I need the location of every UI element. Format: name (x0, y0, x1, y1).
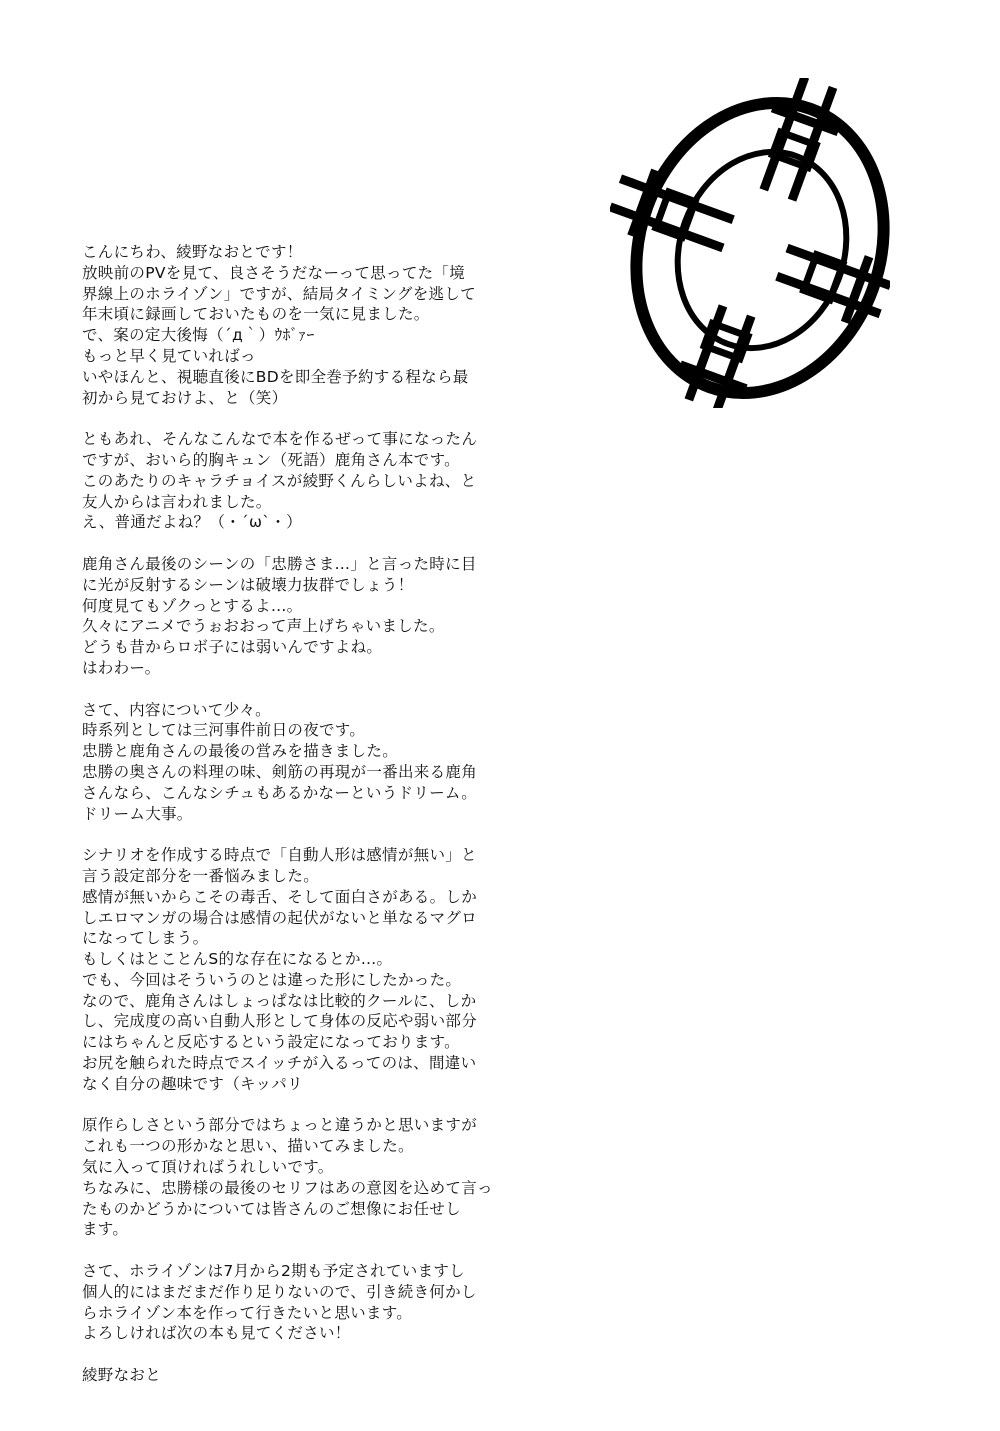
text-line: ちなみに、忠勝様の最後のセリフはあの意図を込めて言っ (82, 1178, 493, 1197)
text-line: になってしまう。 (82, 929, 209, 948)
paragraph-greeting (82, 242, 522, 408)
text-line: 界線上のホライゾン」ですが、結局タイミングを逃して (82, 284, 476, 303)
paragraph-book-origin (82, 429, 522, 533)
text-line: ます。 (82, 1220, 129, 1239)
text-line: こんにちわ、綾野なおとです！ (82, 243, 303, 261)
text-line: なので、鹿角さんはしょっぱなは比較的クールに、しか (82, 991, 477, 1010)
circle-cross-emblem-icon (610, 78, 890, 408)
text-line: 時系列としては三河事件前日の夜です。 (82, 721, 366, 740)
text-line: なく自分の趣味です（キッパリ (82, 1074, 303, 1093)
text-line: 気に入って頂ければうれしいです。 (82, 1158, 334, 1177)
text-line: 何度見てもゾクっとするよ…。 (82, 596, 303, 615)
author-signature: 綾野なおと (82, 1366, 162, 1385)
text-line: お尻を触られた時点でスイッチが入るってのは、間違い (82, 1054, 477, 1073)
text-line: もしくはとことんS的な存在になるとか…。 (82, 950, 393, 969)
paragraph-scenario (82, 845, 522, 1095)
text-line: 鹿角さん最後のシーンの「忠勝さま…」と言った時に目 (82, 554, 477, 573)
text-line: に光が反射するシーンは破壊力抜群でしょう！ (82, 575, 414, 594)
paragraph-content (82, 700, 522, 825)
text-line: はわわー。 (82, 658, 161, 677)
text-line: し、完成度の高い自動人形として身体の反応や弱い部分 (82, 1012, 478, 1031)
text-line: たものかどうかについては皆さんのご想像にお任せし (82, 1199, 461, 1218)
afterword-text (82, 242, 522, 1386)
text-line: このあたりのキャラチョイスが綾野くんらしいよね、と (82, 471, 477, 490)
text-line: シナリオを作成する時点で「自動人形は感情が無い」と (82, 846, 477, 865)
paragraph-closing (82, 1261, 522, 1344)
text-line: さて、内容について少々。 (82, 700, 271, 719)
text-line: 忠勝の奥さんの料理の味、剣筋の再現が一番出来る鹿角 (82, 762, 478, 781)
text-line: 感情が無いからこその毒舌、そして面白さがある。しか (82, 887, 478, 906)
text-line: どうも昔からロボ子には弱いんですよね。 (82, 638, 383, 657)
text-line: 原作らしさという部分ではちょっと違うかと思いますが (82, 1116, 478, 1135)
text-line: ドリーム大事。 (82, 804, 193, 823)
paragraph-last-scene (82, 554, 522, 679)
text-line: 久々にアニメでうぉおおって声上げちゃいました。 (82, 617, 445, 636)
text-line: もっと早く見ていればっ (82, 346, 256, 365)
text-line: 個人的にはまだまだ作り足りないので、引き続き何かし (82, 1282, 477, 1301)
text-line: これも一つの形かなと思い、描いてみました。 (82, 1137, 414, 1156)
text-line: 忠勝と鹿角さんの最後の営みを描きました。 (82, 742, 399, 761)
text-line: え、普通だよね？（・´ω`・） (82, 513, 302, 532)
text-line: 年末頃に録画しておいたものを一気に見ました。 (82, 305, 430, 324)
text-line: ともあれ、そんなこんなで本を作るぜって事になったん (82, 430, 478, 449)
text-line: にはちゃんと反応するという設定になっております。 (82, 1033, 460, 1052)
text-line: で、案の定大後悔（´д｀）ｳﾎﾞｧｰ (82, 326, 315, 345)
text-line: よろしければ次の本も見てください！ (82, 1324, 351, 1343)
text-line: ですが、おいら的胸キュン（死語）鹿角さん本です。 (82, 450, 460, 469)
text-line: 言う設定部分を一番悩みました。 (82, 866, 320, 885)
text-line: 放映前のPVを見て、良さそうだなーって思ってた「境 (82, 263, 466, 282)
text-line: しエロマンガの場合は感情の起伏がないと単なるマグロ (82, 908, 478, 927)
text-line: いやほんと、視聴直後にBDを即全巻予約する程なら最 (82, 367, 469, 386)
text-line: でも、今回はそういうのとは違った形にしたかった。 (82, 970, 462, 989)
text-line: 初から見ておけよ、と（笑） (82, 388, 288, 407)
text-line: さて、ホライゾンは7月から2期も予定されていますし (82, 1262, 465, 1281)
text-line: 友人からは言われました。 (82, 492, 272, 511)
paragraph-original (82, 1115, 522, 1240)
text-line: さんなら、こんなシチュもあるかなーというドリーム。 (82, 783, 478, 802)
text-line: らホライゾン本を作って行きたいと思います。 (82, 1303, 413, 1322)
